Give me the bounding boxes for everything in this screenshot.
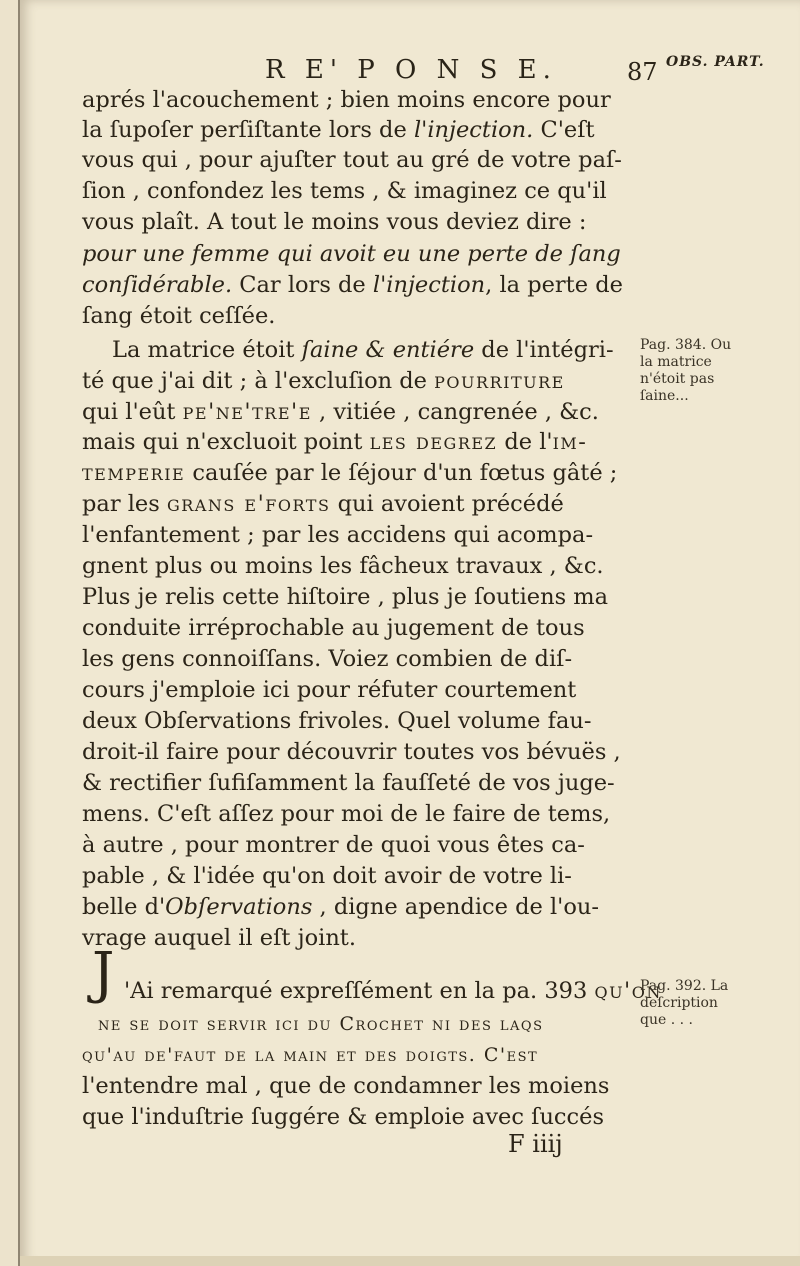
text-line: la ſupoſer perſiſtante lors de l'injection. C'eſt [82,117,595,143]
text-line: cours j'emploie ici pour réfuter courtement [82,677,577,703]
text-line: par les grans e'forts qui avoient précédé [82,491,564,517]
page-bottom-edge [20,1256,800,1266]
text-line: ne se doit servir ici du Crochet ni des laqs [98,1013,544,1035]
text-line: l'entendre mal , que de condamner les moiens [82,1073,610,1099]
margin-note-line: que . . . [640,1012,693,1028]
margin-note-line: n'étoit pas [640,371,715,387]
book-page [18,0,800,1266]
text-line: vous qui , pour ajuſter tout au gré de votre paſ- [82,147,622,173]
signature-mark: F iiij [508,1130,563,1158]
text-line: 'Ai remarqué expreſſément en la pa. 393 qu'on [124,978,662,1004]
text-line: & rectifier ſufiſamment la fauſſeté de vos juge- [82,770,615,796]
text-line: conſidérable. Car lors de l'injection, la perte de [82,272,623,298]
text-line: à autre , pour montrer de quoi vous êtes ca- [82,832,585,858]
drop-cap: J [92,941,115,1006]
margin-note-line: Pag. 392. La [640,978,729,994]
text-line: qui l'eût pe'ne'tre'e , vitiée , cangrenée , &c. [82,399,599,425]
text-line: aprés l'acouchement ; bien moins encore pour [82,87,611,113]
text-line: mais qui n'excluoit point les degrez de l'im- [82,429,588,455]
margin-note-line: ſaine... [640,388,689,404]
margin-label: OBS. PART. [666,54,765,70]
text-line: Plus je relis cette hiſtoire , plus je ſoutiens ma [82,584,609,610]
text-line: pable , & l'idée qu'on doit avoir de votre li- [82,863,572,889]
text-line: ſang étoit ceſſée. [82,303,276,329]
text-line: pour une femme qui avoit eu une perte de ſang [82,241,621,267]
text-line: gnent plus ou moins les fâcheux travaux , &c. [82,553,604,579]
page-number: 87 [627,58,658,86]
text-line: droit-il faire pour découvrir toutes vos bévuës , [82,739,621,765]
text-line: belle d'Obſervations , digne apendice de l'ou- [82,894,599,920]
text-line: qu'au de'faut de la main et des doigts. C'eſt [82,1044,539,1066]
text-line: temperie cauſée par le ſéjour d'un fœtus gâté ; [82,460,618,486]
margin-note-line: Pag. 384. Ou [640,337,732,353]
text-line: vrage auquel il eſt joint. [82,925,356,951]
text-line: conduite irréprochable au jugement de tous [82,615,585,641]
text-line: vous plaît. A tout le moins vous deviez dire : [82,209,587,235]
text-line: que l'induſtrie ſuggére & emploie avec ſuccés [82,1104,604,1130]
text-line: ſion , confondez les tems , & imaginez ce qu'il [82,178,607,204]
margin-note-line: la matrice [640,354,712,370]
text-line: té que j'ai dit ; à l'excluſion de pourriture [82,368,565,394]
running-head: R E' P O N S E. [265,55,557,85]
margin-note-line: deſcription [640,995,718,1011]
text-line: La matrice étoit ſaine & entiére de l'intégri- [112,337,614,363]
text-line: deux Obſervations frivoles. Quel volume fau- [82,708,592,734]
text-line: les gens connoiſſans. Voiez combien de diſ- [82,646,573,672]
text-line: mens. C'eſt aſſez pour moi de le faire de tems, [82,801,611,827]
text-line: l'enfantement ; par les accidens qui acompa- [82,522,594,548]
